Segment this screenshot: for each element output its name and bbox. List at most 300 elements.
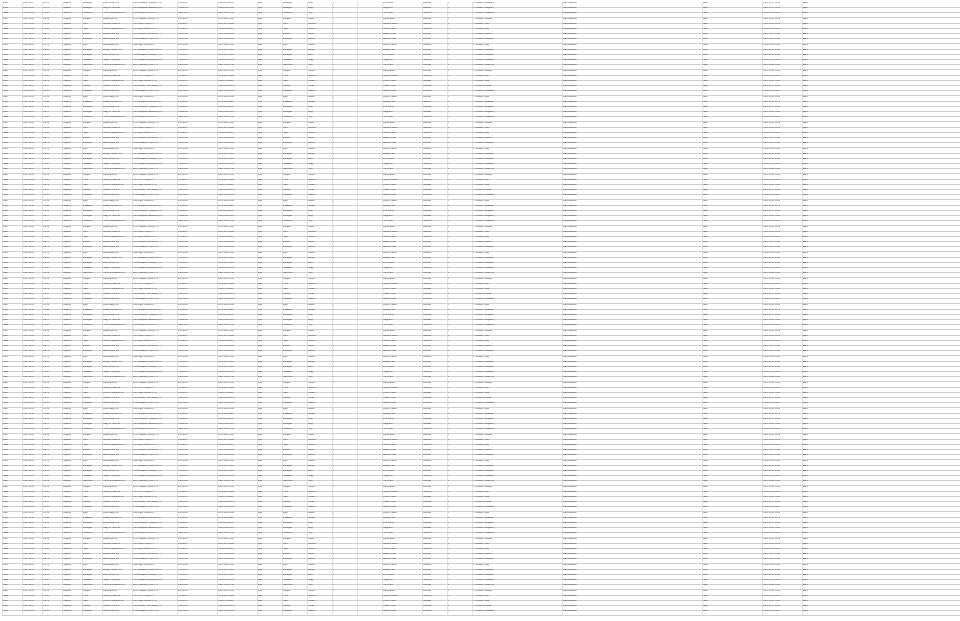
table-cell: Szállítás bbox=[423, 272, 432, 275]
table-cell: 45678901 bbox=[178, 225, 188, 228]
table-cell: 3 bbox=[448, 282, 450, 285]
table-cell: Farkas Tamás bbox=[383, 303, 397, 306]
table-cell: 45678901 bbox=[178, 537, 188, 540]
table-cell: Szeged bbox=[283, 381, 291, 384]
table-cell: Győr bbox=[83, 496, 88, 498]
table-cell: 23456789 bbox=[178, 579, 188, 582]
table-cell: Szállítás bbox=[423, 418, 432, 420]
table-cell: Szállítás bbox=[423, 324, 432, 327]
table-cell: Budapest bbox=[283, 568, 293, 571]
table-cell: 4025 Debrecen, Piac u. 1. bbox=[133, 64, 159, 67]
table-cell: Miskolc bbox=[283, 293, 291, 296]
table-cell: Igen bbox=[258, 480, 263, 483]
table-cell: 2020.10.03 12:00 bbox=[763, 220, 781, 223]
table-cell: Szállítás bbox=[423, 132, 432, 134]
table-cell: Nem bbox=[703, 397, 708, 400]
table-cell: Gejelöst bbox=[63, 168, 72, 171]
table-cell: 1 bbox=[333, 402, 335, 405]
table-cell: Aktív bbox=[803, 74, 808, 77]
table-cell: Varga László bbox=[383, 293, 396, 296]
table-cell: Gejelöst bbox=[63, 319, 72, 322]
table-cell: Aktív bbox=[803, 158, 808, 160]
table-cell: Szállítás bbox=[423, 59, 432, 62]
table-cell: 3300 Eger, Dobó tér 1. bbox=[133, 407, 156, 410]
table-cell: Gejelöst bbox=[63, 371, 72, 374]
table-cell: Szállítás bbox=[423, 184, 432, 186]
table-cell: Tóth Péter bbox=[383, 12, 394, 15]
table-cell: Igen bbox=[258, 610, 263, 613]
table-cell: Szabó bbox=[308, 173, 315, 176]
table-cell: Klein bbox=[3, 116, 8, 119]
table-cell: Varga bbox=[308, 397, 314, 400]
table-cell: 1 bbox=[333, 256, 335, 259]
table-cell: 1093 Budapest, Lónyay u. 18. bbox=[133, 2, 163, 4]
table-cell: Győr bbox=[83, 132, 88, 134]
table-cell: 1 bbox=[448, 262, 450, 264]
table-cell: Horváth bbox=[308, 126, 316, 129]
table-cell: Budapest bbox=[283, 522, 293, 524]
table-cell: 2020.10.02 bbox=[23, 423, 34, 426]
table-cell: Aktív bbox=[803, 225, 808, 228]
table-cell: 2020.10.04 12:00 bbox=[763, 121, 781, 124]
table-cell: Aktív bbox=[803, 464, 808, 467]
table-cell: Gejelöst bbox=[63, 199, 72, 202]
table-cell: Kovács Judit bbox=[383, 444, 396, 446]
table-cell: Szabó Bau Kft. bbox=[103, 121, 118, 124]
table-cell: 1234-5678-9012 bbox=[218, 106, 235, 108]
table-cell: 20176 bbox=[43, 184, 50, 186]
table-cell: Igen bbox=[258, 350, 263, 353]
table-cell: 0123-4567-8901 bbox=[218, 516, 235, 519]
table-cell: 2020.10.06 12:00 bbox=[763, 392, 781, 394]
table-cell: Kovács Logisztika Kft. bbox=[103, 444, 125, 446]
table-cell: 1 bbox=[448, 158, 450, 160]
table-cell: Tóth bbox=[308, 116, 313, 119]
table-cell: 20180 bbox=[43, 100, 50, 103]
table-cell: 2020.10.07 12:00 bbox=[763, 345, 781, 348]
table-cell: 1 bbox=[333, 74, 335, 77]
table-cell: 1. szállítás, Szeged bbox=[473, 121, 492, 124]
table-cell: Pécs bbox=[83, 230, 88, 233]
table-cell: 45678901 bbox=[178, 433, 188, 436]
table-cell: 1. szállítás, Budapest bbox=[473, 470, 494, 472]
table-cell: Szállítás bbox=[423, 594, 432, 597]
table-cell: Klein bbox=[3, 537, 8, 540]
table-cell: 2345-6789-0123 bbox=[218, 59, 235, 62]
table-cell: 1. szállítás, Budapest bbox=[473, 418, 494, 420]
table-cell: 12345678 bbox=[178, 366, 188, 368]
table-cell: Gejelöst bbox=[63, 506, 72, 509]
table-cell: 1 bbox=[333, 132, 335, 134]
table-cell: Debrecen bbox=[83, 12, 93, 15]
table-cell: Klein bbox=[3, 532, 8, 535]
table-cell: 89012345 bbox=[178, 246, 188, 249]
table-cell: Győr bbox=[283, 236, 288, 238]
table-cell: 1 bbox=[333, 480, 335, 483]
table-cell: 7621 Pécs, Király u. 2. bbox=[133, 490, 155, 493]
table-cell: kapcsolattartó bbox=[563, 236, 577, 238]
table-cell: Gejelöst bbox=[63, 485, 72, 488]
table-cell: 1 bbox=[333, 516, 335, 519]
table-cell: 2 bbox=[448, 111, 450, 114]
table-cell: Nem bbox=[703, 464, 708, 467]
table-cell: Nem bbox=[703, 194, 708, 197]
table-cell: kapcsolattartó bbox=[563, 168, 577, 171]
table-cell: Budapest bbox=[283, 142, 293, 145]
table-cell: Budapest bbox=[283, 574, 293, 576]
table-cell: Klein bbox=[3, 142, 8, 145]
table-cell: 2020.10.01 12:00 bbox=[763, 54, 781, 56]
table-cell: 12345678 bbox=[178, 2, 188, 4]
table-cell: Nem bbox=[703, 142, 708, 145]
table-cell: 2020.10.09 12:00 bbox=[763, 563, 781, 566]
table-cell: Nem bbox=[703, 360, 708, 363]
table-cell: 2020.10.01 12:00 bbox=[763, 470, 781, 472]
table-cell: Klein bbox=[308, 2, 313, 4]
table-cell: Szállítás bbox=[423, 121, 432, 124]
table-cell: 2020.10.04 bbox=[23, 433, 34, 436]
table-cell: 20171 bbox=[43, 366, 50, 368]
table-cell: Igen bbox=[258, 511, 263, 514]
table-cell: Igen bbox=[258, 314, 263, 316]
table-cell: Nem bbox=[703, 418, 708, 420]
table-cell: kapcsolattartó bbox=[563, 433, 577, 436]
table-cell: Pécs bbox=[283, 386, 288, 389]
table-cell: 9021 Győr, Baross u. 15. bbox=[133, 236, 158, 238]
table-cell: Szállítás bbox=[423, 251, 432, 254]
table-cell: 1 bbox=[448, 288, 450, 290]
table-cell: Igen bbox=[258, 74, 263, 77]
table-cell: Szállítás bbox=[423, 100, 432, 103]
table-cell: 1 bbox=[448, 43, 450, 46]
table-cell: Gejelöst bbox=[63, 454, 72, 457]
table-cell: Nem bbox=[703, 485, 708, 488]
table-cell: 2020.10.01 12:00 bbox=[763, 210, 781, 212]
table-cell: Gejelöst bbox=[63, 230, 72, 233]
table-cell: 1 bbox=[333, 246, 335, 249]
table-cell: 1 bbox=[333, 454, 335, 457]
table-cell: Balogh bbox=[308, 568, 315, 571]
table-cell: 6720 Szeged, Kárász u. 9. bbox=[133, 589, 159, 592]
table-cell: Horváth bbox=[308, 594, 316, 597]
table-cell: Szállítás bbox=[423, 230, 432, 233]
table-cell: Klein bbox=[3, 376, 8, 379]
table-cell: Budapest bbox=[83, 308, 93, 311]
table-cell: 2020.10.08 bbox=[23, 402, 34, 405]
table-cell: kapcsolattartó bbox=[563, 563, 577, 566]
table-cell: Gejelöst bbox=[63, 532, 72, 535]
table-cell: 2020.10.01 12:00 bbox=[763, 522, 781, 524]
table-cell: 1. szállítás, Budapest bbox=[473, 2, 494, 4]
table-cell: 1. szállítás, Miskolc bbox=[473, 137, 492, 140]
table-cell: Tóth Péter bbox=[383, 324, 394, 327]
table-cell: Klein Ferenc Kft. bbox=[103, 574, 120, 576]
table-cell: 20171 bbox=[43, 574, 50, 576]
table-cell: Szállítás bbox=[423, 589, 432, 592]
table-cell: 56789012 bbox=[178, 594, 188, 597]
table-cell: 1. szállítás, Pécs bbox=[473, 230, 490, 233]
table-cell: Gejelöst bbox=[63, 132, 72, 134]
table-cell: Igen bbox=[258, 392, 263, 394]
table-cell: Szállítás bbox=[423, 28, 432, 30]
table-cell: 2 bbox=[448, 423, 450, 426]
table-cell: Szállítás bbox=[423, 496, 432, 498]
table-cell: 2 bbox=[448, 568, 450, 571]
table-cell: Gejelöst bbox=[63, 262, 72, 264]
table-cell: 2 bbox=[333, 537, 335, 540]
table-cell: 1 bbox=[333, 236, 335, 238]
table-cell: 23456789 bbox=[178, 267, 188, 270]
table-cell: Gejelöst bbox=[63, 43, 72, 46]
table-cell: kapcsolattartó bbox=[563, 204, 577, 207]
table-cell: 20177 bbox=[43, 605, 50, 608]
table-cell: Miskolc bbox=[83, 605, 91, 608]
table-row[interactable] bbox=[2, 610, 960, 616]
table-cell: Igen bbox=[258, 152, 263, 155]
table-cell: Aktív bbox=[803, 537, 808, 540]
table-cell: 6789-0123-4567 bbox=[218, 548, 235, 550]
table-cell: 20173 bbox=[43, 116, 50, 119]
table-cell: Pécs bbox=[83, 438, 88, 441]
table-cell: Budapest bbox=[283, 59, 293, 62]
table-cell: 2020.10.02 12:00 bbox=[763, 111, 781, 114]
table-cell: Eger bbox=[83, 303, 88, 306]
table-cell: 67890123 bbox=[178, 28, 188, 30]
table-cell: 20176 bbox=[43, 600, 50, 602]
table-cell: Klein bbox=[3, 163, 8, 166]
table-cell: Varga László bbox=[383, 85, 396, 88]
table-cell: 0123-4567-8901 bbox=[218, 308, 235, 311]
table-cell: Farkas Agro Kft. bbox=[103, 459, 119, 462]
table-cell: kapcsolattartó bbox=[563, 100, 577, 103]
table-cell: Aktív bbox=[803, 152, 808, 155]
table-cell: Pécs bbox=[283, 74, 288, 77]
table-cell: Varga bbox=[308, 345, 314, 348]
table-cell: Farkas bbox=[308, 199, 315, 202]
table-cell: Klein bbox=[3, 303, 8, 306]
table-cell: Klein bbox=[3, 438, 8, 441]
table-cell: Farkas Tamás bbox=[383, 147, 397, 150]
table-cell: 1. szállítás, Győr bbox=[473, 288, 490, 290]
table-cell: Nem bbox=[703, 334, 708, 337]
table-cell: Eger bbox=[283, 147, 288, 150]
table-cell: Szeged bbox=[83, 69, 91, 72]
table-cell: Klein bbox=[3, 334, 8, 337]
table-cell: 1 bbox=[448, 574, 450, 576]
table-cell: 2 bbox=[448, 345, 450, 348]
table-cell: Szállítás bbox=[423, 511, 432, 514]
table-cell: Budapest bbox=[283, 371, 293, 374]
table-cell: 2020.10.04 12:00 bbox=[763, 485, 781, 488]
table-cell: 3456-7890-1234 bbox=[218, 480, 235, 483]
table-cell: 1. szállítás, Budapest bbox=[473, 506, 494, 509]
table-cell: Tóth bbox=[308, 324, 313, 327]
table-cell: 20178 bbox=[43, 610, 50, 613]
table-cell: 34567890 bbox=[178, 428, 188, 431]
table-cell: Szállítás bbox=[423, 558, 432, 561]
table-cell: 20180 bbox=[43, 516, 50, 519]
table-cell: Aktív bbox=[803, 579, 808, 582]
table-cell: Szeged bbox=[83, 329, 91, 332]
table-cell: 8901-2345-6789 bbox=[218, 246, 235, 249]
table-cell: Gejelöst bbox=[63, 470, 72, 472]
table-cell: 1. szállítás, Miskolc bbox=[473, 85, 492, 88]
table-cell: Molnár bbox=[308, 298, 315, 301]
table-cell: Szállítás bbox=[423, 386, 432, 389]
table-cell: 2020.10.10 12:00 bbox=[763, 100, 781, 103]
table-cell: 2020.10.09 12:00 bbox=[763, 303, 781, 306]
table-cell: Tóth Kereskedelmi Kft. bbox=[103, 376, 126, 379]
table-cell: Igen bbox=[258, 449, 263, 452]
table-cell: kapcsolattartó bbox=[563, 126, 577, 129]
table-cell: Budapest bbox=[83, 38, 93, 41]
table-cell: Klein bbox=[3, 506, 8, 509]
table-cell: Budapest bbox=[83, 7, 93, 10]
table-cell: Nem bbox=[703, 459, 708, 462]
table-cell: Gejelöst bbox=[63, 600, 72, 602]
table-cell: Klein bbox=[3, 241, 8, 244]
table-cell: kapcsolattartó bbox=[563, 246, 577, 249]
table-cell: 2020.10.08 12:00 bbox=[763, 298, 781, 301]
table-cell: Klein bbox=[3, 600, 8, 602]
table-cell: 1 bbox=[448, 28, 450, 30]
table-cell: Gejelöst bbox=[63, 459, 72, 462]
table-cell: 1 bbox=[333, 251, 335, 254]
table-cell: Szállítás bbox=[423, 12, 432, 15]
table-cell: 1 bbox=[333, 293, 335, 296]
table-cell: 1 bbox=[448, 210, 450, 212]
table-cell: Kovács bbox=[308, 392, 316, 394]
table-cell: Szállítás bbox=[423, 600, 432, 602]
table-cell: Nagy és Társa Bt. bbox=[103, 267, 121, 270]
table-cell: 1061 Budapest, Andrássy út 4. bbox=[133, 7, 163, 10]
table-cell: kapcsolattartó bbox=[563, 111, 577, 114]
table-cell: Balogh bbox=[308, 48, 315, 51]
table-cell: Szeged bbox=[283, 17, 291, 20]
table-cell: 1234-5678-9012 bbox=[218, 210, 235, 212]
table-cell: Igen bbox=[258, 459, 263, 462]
table-cell: 1 bbox=[333, 558, 335, 561]
table-cell: 56789012 bbox=[178, 386, 188, 389]
table-cell: Budapest bbox=[83, 54, 93, 56]
table-cell: Debrecen bbox=[83, 272, 93, 275]
table-cell: Igen bbox=[258, 158, 263, 160]
table-cell: 1 bbox=[448, 366, 450, 368]
table-cell: 1 bbox=[448, 298, 450, 301]
table-cell: 1. szállítás, Debrecen bbox=[473, 428, 495, 431]
table-cell: Varga és Fia Kft. bbox=[103, 189, 120, 192]
table-cell: 1. szállítás, Győr bbox=[473, 28, 490, 30]
table-cell: 2020.10.02 12:00 bbox=[763, 475, 781, 478]
table-cell: 7890-1234-5678 bbox=[218, 345, 235, 348]
table-cell: Szállítás bbox=[423, 282, 432, 285]
table-cell: 2 bbox=[333, 277, 335, 280]
table-cell: Klein bbox=[3, 594, 8, 597]
table-cell: 2345-6789-0123 bbox=[218, 371, 235, 374]
table-cell: Kiss Istvan bbox=[383, 470, 394, 472]
table-cell: Budapest bbox=[83, 475, 93, 478]
table-cell: kapcsolattartó bbox=[563, 267, 577, 270]
table-cell: 1. szállítás, Győr bbox=[473, 236, 490, 238]
table-cell: 3456-7890-1234 bbox=[218, 428, 235, 431]
table-cell: 20180 bbox=[43, 360, 50, 363]
table-cell: 1093 Budapest, Lónyay u. 18. bbox=[133, 314, 163, 316]
table-cell: 20174 bbox=[43, 589, 50, 592]
table-cell: Aktív bbox=[803, 199, 808, 202]
table-cell: 1 bbox=[333, 397, 335, 400]
table-cell: Balogh Kata bbox=[383, 100, 395, 103]
table-cell: 3525 Miskolc, Széchenyi u. 3. bbox=[133, 33, 162, 36]
table-cell: 3 bbox=[448, 490, 450, 493]
table-cell: Nem bbox=[703, 355, 708, 358]
table-cell: Klein Ferenc Kft. bbox=[103, 418, 120, 420]
table-cell: Pécs bbox=[83, 126, 88, 129]
table-cell: Szállítás bbox=[423, 246, 432, 249]
table-cell: Molnár Zsófia bbox=[383, 558, 397, 561]
table-cell: 1 bbox=[448, 2, 450, 4]
table-cell: 1 bbox=[448, 584, 450, 587]
table-cell: Kovács Judit bbox=[383, 288, 396, 290]
table-cell: Győr bbox=[283, 132, 288, 134]
table-cell: 2020.10.06 bbox=[23, 444, 34, 446]
table-cell: Szállítás bbox=[423, 210, 432, 212]
table-cell: Farkas Agro Kft. bbox=[103, 147, 119, 150]
table-cell: kapcsolattartó bbox=[563, 262, 577, 264]
table-cell: Horváth Gábor bbox=[383, 74, 398, 77]
table-cell: kapcsolattartó bbox=[563, 496, 577, 498]
table-cell: 2020.10.06 bbox=[23, 28, 34, 30]
table-cell: Szállítás bbox=[423, 43, 432, 46]
table-cell: Szállítás bbox=[423, 464, 432, 467]
table-cell: 20177 bbox=[43, 241, 50, 244]
table-cell: Debrecen bbox=[83, 480, 93, 483]
table-cell: 2020.10.08 bbox=[23, 506, 34, 509]
table-cell: Aktív bbox=[803, 574, 808, 576]
table-cell: Szállítás bbox=[423, 158, 432, 160]
table-cell: 1 bbox=[333, 360, 335, 363]
table-cell: Klein bbox=[3, 454, 8, 457]
table-cell: Szállítás bbox=[423, 610, 432, 613]
table-cell: 1 bbox=[333, 38, 335, 41]
table-cell: 89012345 bbox=[178, 38, 188, 41]
table-cell: Aktív bbox=[803, 366, 808, 368]
table-cell: kapcsolattartó bbox=[563, 610, 577, 613]
table-cell: Szabó bbox=[308, 277, 315, 280]
table-cell: Varga és Fia Kft. bbox=[103, 449, 120, 452]
table-cell: 1234-5678-9012 bbox=[218, 54, 235, 56]
table-cell: kapcsolattartó bbox=[563, 80, 577, 82]
table-cell: Budapest bbox=[83, 158, 93, 160]
table-cell: Farkas Agro Kft. bbox=[103, 251, 119, 254]
table-cell: 7890-1234-5678 bbox=[218, 137, 235, 140]
table-cell: 2020.10.07 bbox=[23, 345, 34, 348]
table-cell: 45678901 bbox=[178, 381, 188, 384]
table-cell: Tóth Kereskedelmi Kft. bbox=[103, 272, 126, 275]
table-cell: Miskolc bbox=[283, 605, 291, 608]
table-cell: 1134 Budapest, Váci út 20. bbox=[133, 38, 160, 41]
table-cell: 20178 bbox=[43, 506, 50, 509]
table-cell: kapcsolattartó bbox=[563, 251, 577, 254]
table-cell: 20179 bbox=[43, 355, 50, 358]
table-cell: Horváth bbox=[308, 74, 316, 77]
table-cell: Szállítás bbox=[423, 501, 432, 504]
table-cell: Tóth bbox=[308, 220, 313, 223]
table-cell: kapcsolattartó bbox=[563, 90, 577, 93]
table-cell: Győr bbox=[83, 548, 88, 550]
table-cell: Szállítás bbox=[423, 537, 432, 540]
table-cell: 2020.10.08 bbox=[23, 454, 34, 457]
table-cell: 2020.10.02 12:00 bbox=[763, 59, 781, 62]
